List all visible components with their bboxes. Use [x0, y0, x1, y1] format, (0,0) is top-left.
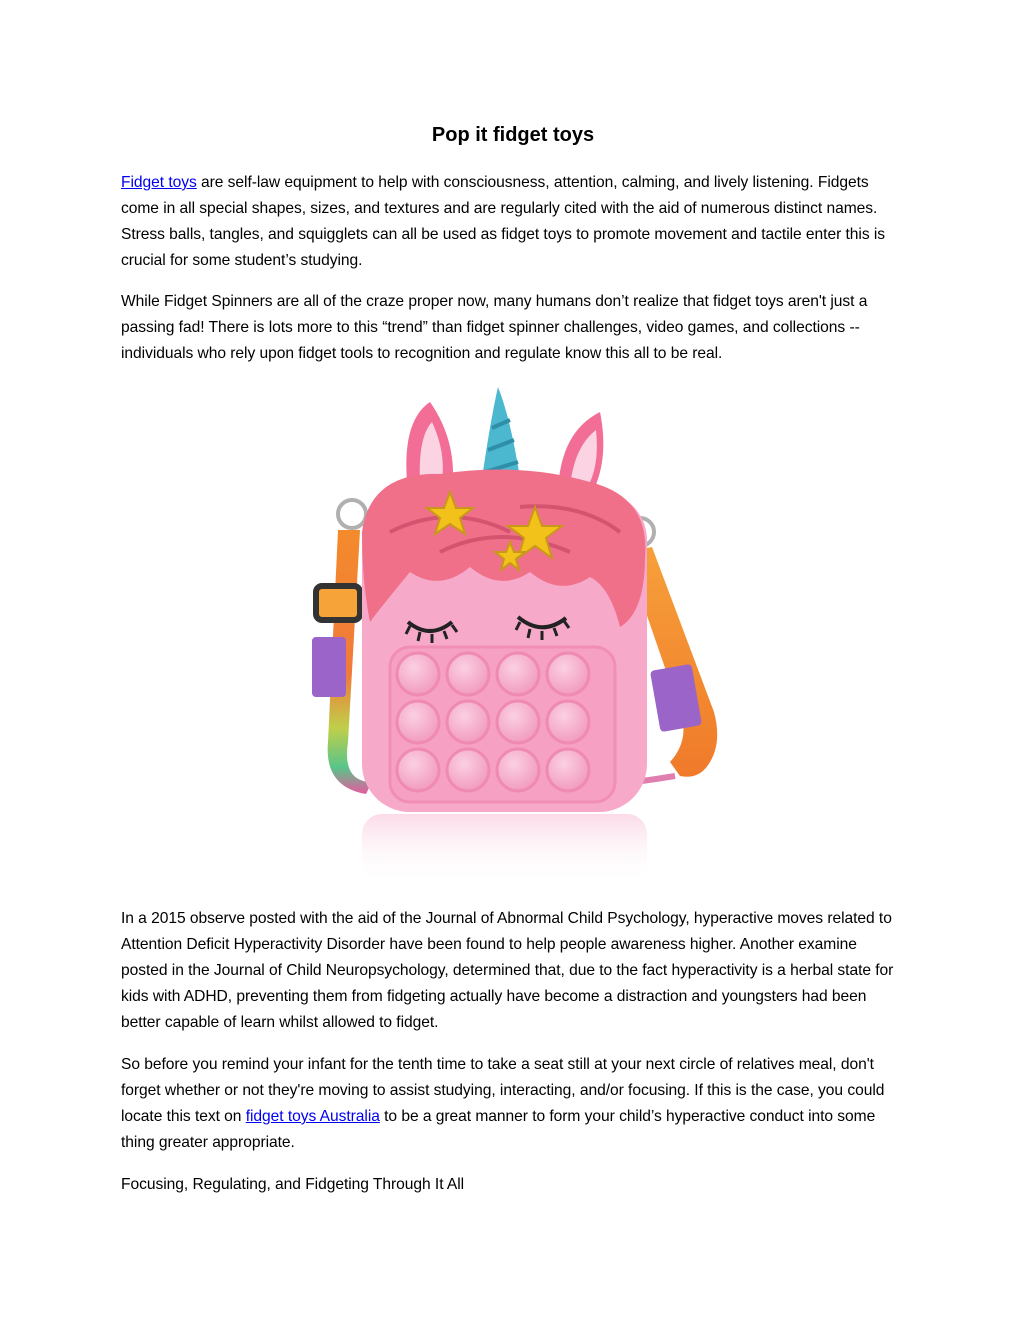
strap-buckle	[316, 586, 360, 620]
page-title: Pop it fidget toys	[431, 124, 595, 146]
fidget-toys-link[interactable]: Fidget toys	[121, 174, 197, 191]
bag-reflection	[362, 814, 647, 884]
paragraph-study: In a 2015 observe posted with the aid of the Journal of Abnormal Child Psychology, hyperactive moves related to Attention Deficit Hyperactivity Disorder have been found to help people awareness higher. Another examine posted in the Journal of Child Neuropsychology, determined that, due to the fact hyperactivity is a herbal state for kids with ADHD, preventing them from fidgeting actually have become a distraction and youngsters had been better capable of learn whilst allowed to fidget.	[121, 910, 894, 1031]
paragraph-remind	[121, 1052, 905, 1156]
unicorn-pop-it-bag-icon	[290, 382, 740, 887]
paragraph-heading-focusing: Focusing, Regulating, and Fidgeting Through It All	[121, 1176, 465, 1193]
paragraph-remind-text-before: So before you remind your infant for the tenth time to take a seat still at your next circle of relatives meal, don't forget whether or not they're moving to assist studying, interacting, and/or focusing. If this is the case, you could locate this text on	[121, 1056, 885, 1125]
fidget-toys-australia-link[interactable]: fidget toys Australia	[245, 1108, 380, 1125]
strap-patch-left	[312, 637, 346, 697]
pop-it-bubble-grid	[390, 647, 615, 802]
clip-left	[338, 500, 366, 528]
paragraph-spinners: While Fidget Spinners are all of the craze proper now, many humans don’t realize that fidget toys aren't just a passing fad! There is lots more to this “trend” than fidget spinner challenges, video games, and collections -- individuals who rely upon fidget tools to recognition and regulate know this all to be real.	[121, 293, 868, 362]
paragraph-remind-text-after: to be a great manner to form your child’s hyperactive conduct into some thing greater appropriate.	[121, 1108, 876, 1151]
paragraph-intro-text: are self-law equipment to help with consciousness, attention, calming, and lively listening. Fidgets come in all special shapes, sizes, and textures and are regularly cited with the aid of numerous distinct names. Stress balls, tangles, and squigglets can all be used as fidget toys to promote movement and tactile enter this is crucial for some student’s studying.	[121, 174, 886, 269]
paragraph-intro	[121, 170, 905, 274]
